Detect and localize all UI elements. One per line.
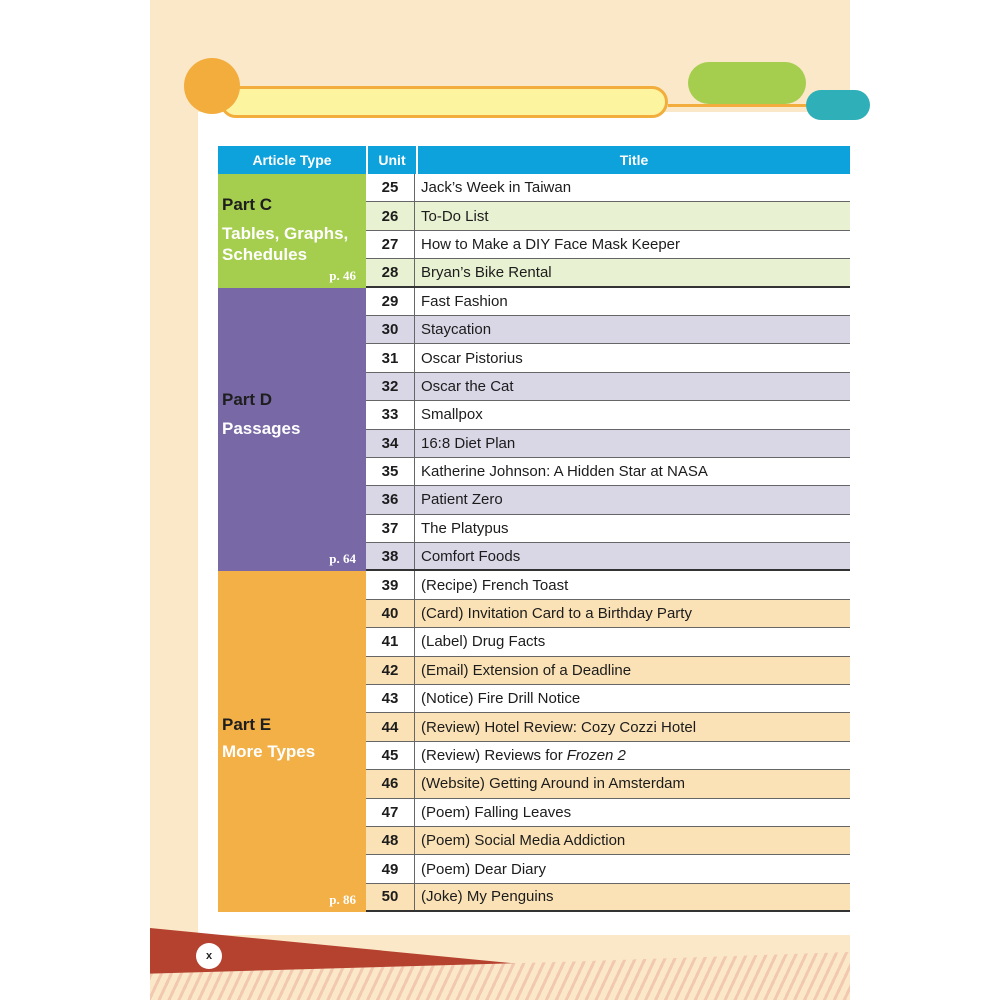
unit-title	[414, 855, 850, 882]
table-row	[366, 316, 850, 344]
table-row	[366, 799, 850, 827]
unit-number: 49	[381, 860, 399, 878]
unit-title-text: Smallpox	[421, 406, 483, 424]
unit-number: 28	[381, 263, 399, 281]
table-row	[366, 770, 850, 798]
table-row	[366, 458, 850, 486]
unit-title-text: Staycation	[421, 321, 492, 339]
unit-title-text: (Poem) Social Media Addiction	[421, 832, 626, 850]
page-number: x	[196, 943, 222, 969]
header-unit: Unit	[366, 146, 416, 174]
unit-number: 48	[381, 832, 399, 850]
decor-teal-pill	[806, 90, 870, 120]
table-row	[366, 713, 850, 741]
unit-title	[414, 288, 850, 315]
part-e-heading: Part E	[222, 715, 272, 735]
decor-yellow-bar	[220, 86, 668, 118]
unit-title-text: (Recipe) French Toast	[421, 576, 569, 594]
unit-title	[414, 344, 850, 371]
table-row	[366, 288, 850, 316]
unit-title-text: (Poem) Falling Leaves	[421, 803, 572, 821]
unit-title	[414, 202, 850, 229]
table-header	[218, 146, 850, 174]
table-row	[366, 543, 850, 571]
part-c-name: Tables, Graphs, Schedules	[222, 224, 349, 264]
section-label-part-e	[218, 571, 366, 912]
unit-number: 44	[381, 718, 399, 736]
part-c-heading: Part C	[222, 195, 273, 214]
unit-title-text: (Notice) Fire Drill Notice	[421, 690, 581, 708]
section-part-c	[218, 174, 850, 288]
unit-title-text: (Card) Invitation Card to a Birthday Party	[421, 605, 692, 623]
unit-number: 50	[381, 888, 399, 906]
table-row	[366, 344, 850, 372]
unit-title	[414, 799, 850, 826]
table-row	[366, 657, 850, 685]
unit-number: 43	[381, 690, 399, 708]
unit-title-text: (Poem) Dear Diary	[421, 860, 547, 878]
unit-title	[414, 259, 850, 285]
unit-number: 37	[381, 519, 399, 537]
table-row	[366, 202, 850, 230]
part-e-page: p. 86	[329, 892, 356, 908]
table-row	[366, 884, 850, 912]
table-row	[366, 855, 850, 883]
unit-number: 38	[381, 547, 399, 565]
unit-number: 45	[381, 747, 399, 764]
contents-table	[218, 146, 850, 912]
header-article-type: Article Type	[252, 152, 332, 168]
table-row	[366, 231, 850, 259]
unit-title	[414, 827, 850, 854]
section-part-d	[218, 288, 850, 572]
unit-title	[414, 543, 850, 569]
unit-number: 29	[381, 292, 399, 310]
unit-title-text: The Platypus	[421, 519, 509, 537]
part-d-page: p. 64	[329, 551, 356, 567]
table-row	[366, 685, 850, 713]
unit-title	[414, 571, 850, 598]
unit-title-italic: Frozen 2	[566, 747, 626, 764]
unit-title	[414, 401, 850, 428]
part-e-rows	[366, 571, 850, 912]
part-d-rows	[366, 288, 850, 572]
unit-title-text: Bryan’s Bike Rental	[421, 263, 552, 281]
unit-number: 41	[381, 633, 399, 651]
unit-number: 31	[381, 349, 399, 367]
unit-title	[414, 430, 850, 457]
table-row	[366, 486, 850, 514]
unit-title-text: Katherine Johnson: A Hidden Star at NASA	[421, 463, 708, 481]
table-row	[366, 600, 850, 628]
unit-number: 35	[381, 463, 399, 481]
unit-title-text: Fast Fashion	[421, 292, 508, 310]
section-label-part-c	[218, 174, 366, 288]
unit-title	[414, 742, 850, 769]
unit-title-text: (Review) Reviews for	[421, 747, 563, 764]
unit-title-text: Jack’s Week in Taiwan	[421, 179, 572, 197]
unit-title	[414, 628, 850, 655]
table-row	[366, 515, 850, 543]
part-e-name: More Types	[222, 742, 316, 762]
unit-number: 33	[381, 406, 399, 424]
part-d-heading: Part D	[222, 389, 273, 409]
unit-title-text: (Review) Hotel Review: Cozy Cozzi Hotel	[421, 718, 697, 736]
unit-title	[414, 657, 850, 684]
unit-title-text: To-Do List	[421, 207, 489, 225]
unit-number: 27	[381, 235, 399, 253]
decor-green-pill	[688, 62, 806, 104]
unit-title	[414, 458, 850, 485]
unit-title	[414, 486, 850, 513]
table-row	[366, 827, 850, 855]
unit-number: 32	[381, 377, 399, 395]
unit-number: 30	[381, 321, 399, 339]
table-row	[366, 628, 850, 656]
part-d-name: Passages	[222, 418, 301, 438]
section-label-part-d	[218, 288, 366, 572]
unit-title-text: 16:8 Diet Plan	[421, 434, 516, 452]
unit-title-text: Comfort Foods	[421, 547, 521, 565]
unit-number: 46	[381, 775, 399, 793]
table-row	[366, 430, 850, 458]
table-row	[366, 571, 850, 599]
unit-title-text: Patient Zero	[421, 491, 503, 509]
unit-number: 47	[381, 803, 399, 821]
unit-number: 40	[381, 605, 399, 623]
unit-title	[414, 600, 850, 627]
unit-title	[414, 316, 850, 343]
part-c-rows	[366, 174, 850, 288]
unit-number: 34	[381, 434, 399, 452]
table-row	[366, 259, 850, 287]
header-title: Title	[416, 146, 850, 174]
unit-title	[414, 685, 850, 712]
unit-title-text: Oscar Pistorius	[421, 349, 523, 367]
unit-title	[414, 373, 850, 400]
unit-number: 42	[381, 661, 399, 679]
unit-title-text: How to Make a DIY Face Mask Keeper	[421, 235, 680, 253]
table-row	[366, 174, 850, 202]
unit-title-text: (Label) Drug Facts	[421, 633, 546, 651]
unit-title	[414, 174, 850, 201]
unit-title-text: (Website) Getting Around in Amsterdam	[421, 775, 686, 793]
unit-number: 39	[381, 576, 399, 594]
unit-number: 25	[381, 179, 399, 197]
unit-title	[414, 231, 850, 258]
unit-title	[414, 713, 850, 740]
unit-number: 36	[381, 491, 399, 509]
table-row	[366, 401, 850, 429]
unit-title	[414, 884, 850, 910]
unit-title	[414, 515, 850, 542]
table-row	[366, 742, 850, 770]
table-row	[366, 373, 850, 401]
part-c-page: p. 46	[329, 267, 356, 283]
section-part-e	[218, 571, 850, 912]
unit-title-text: (Joke) My Penguins	[421, 888, 554, 906]
decor-orange-circle	[184, 58, 240, 114]
unit-number: 26	[381, 207, 399, 225]
unit-title-text: (Email) Extension of a Deadline	[421, 661, 632, 679]
unit-title-text: Oscar the Cat	[421, 377, 514, 395]
unit-title	[414, 770, 850, 797]
